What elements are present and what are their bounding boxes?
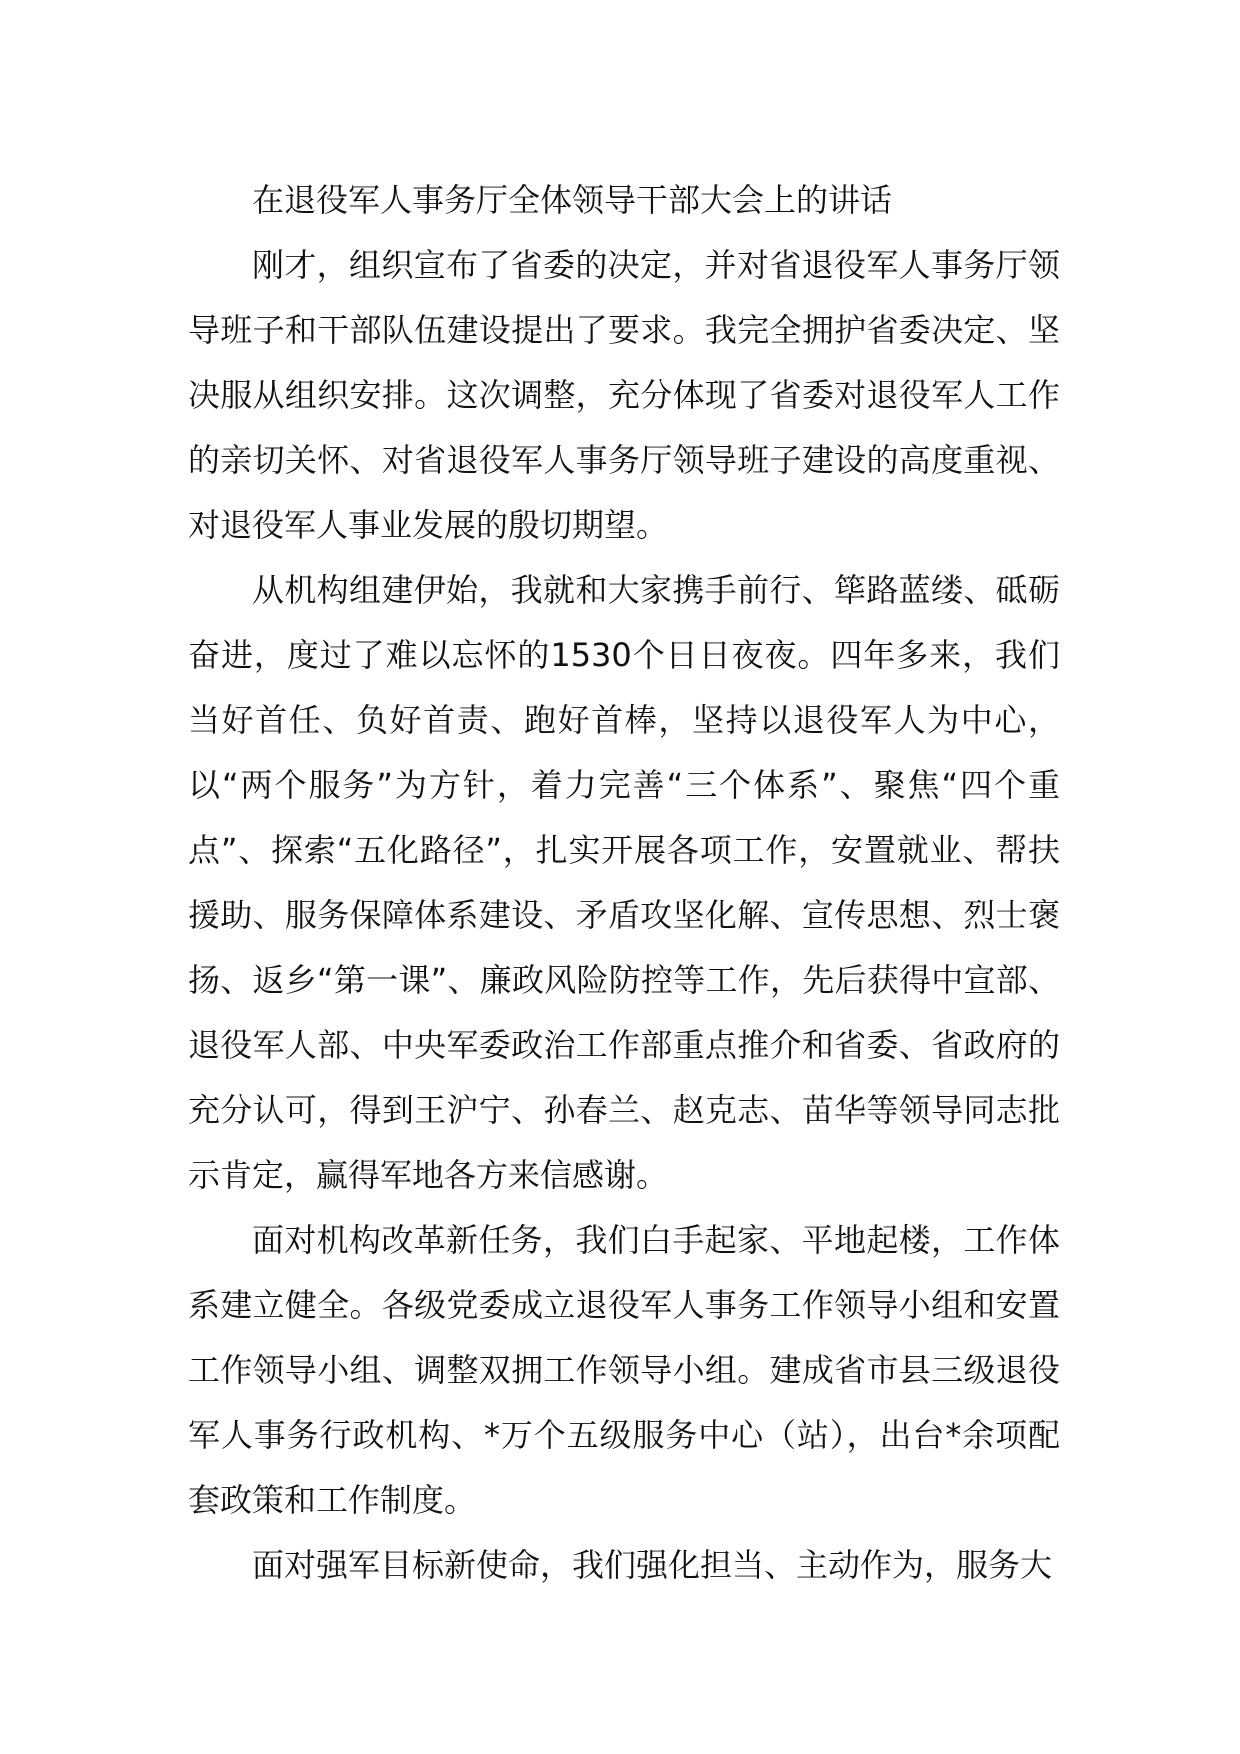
document-title: 在退役军人事务厅全体领导干部大会上的讲话 <box>252 181 893 219</box>
paragraph-2: 从机构组建伊始，我就和大家携手前行、筚路蓝缕、砥砺奋进，度过了难以忘怀的1530个日日夜夜。四年多来，我们当好首任、负好首责、跑好首棒，坚持以退役军人为中心，以“两个服务”为方针，着力完善“三个体系”、聚焦“四个重点”、探索“五化路径”，扎实开展各项工作，安置就业、帮扶援助、服务保障体系建设、矛盾攻坚化解、宣传思想、烈士褒扬、返乡“第一课”、廉政风险防控等工作，先后获得中宣部、退役军人部、中央军委政治工作部重点推介和省委、省政府的充分认可，得到王沪宁、孙春兰、赵克志、苗华等领导同志批示肯定，赢得军地各方来信感谢。 <box>188 571 1060 1194</box>
paragraph-1: 刚才，组织宣布了省委的决定，并对省退役军人事务厅领导班子和干部队伍建设提出了要求。我完全拥护省委决定、坚决服从组织安排。这次调整，充分体现了省委对退役军人工作的亲切关怀、对省退役军人事务厅领导班子建设的高度重视、对退役军人事业发展的殷切期望。 <box>188 246 1060 544</box>
document-page <box>188 168 1060 1598</box>
paragraph-3: 面对机构改革新任务，我们白手起家、平地起楼，工作体系建立健全。各级党委成立退役军人事务工作领导小组和安置工作领导小组、调整双拥工作领导小组。建成省市县三级退役军人事务行政机构、*万个五级服务中心（站），出台*余项配套政策和工作制度。 <box>188 1221 1060 1519</box>
paragraph-4: 面对强军目标新使命，我们强化担当、主动作为，服务大 <box>252 1546 1053 1584</box>
